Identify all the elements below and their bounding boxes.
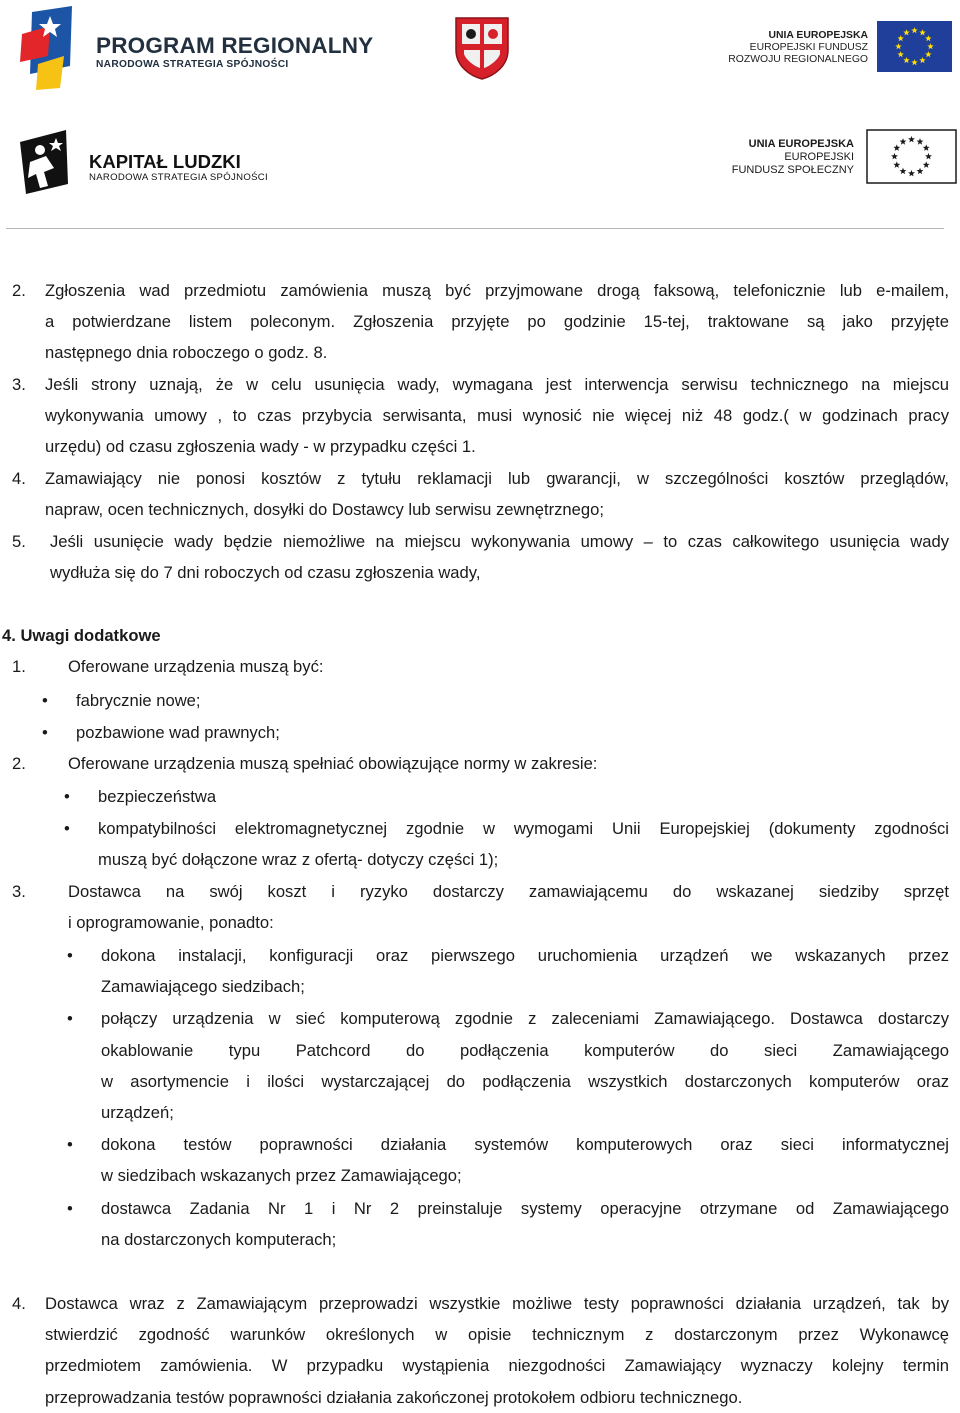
eu-flag-outline-icon — [866, 129, 957, 184]
text-line: napraw, ocen technicznych, dosyłki do Dostawcy lub serwisu zewnętrznego; — [45, 500, 604, 520]
bullet-text: dokona testów poprawności działania systemów komputerowych oraz sieci informatycznej — [101, 1135, 949, 1155]
bullet-text: pozbawione wad prawnych; — [76, 723, 280, 743]
bullet-icon: • — [42, 691, 48, 710]
bullet-text: kompatybilności elektromagnetycznej zgodnie w wymogami Unii Europejskiej (dokumenty zgodności — [98, 819, 949, 839]
bullet-icon: • — [67, 1009, 73, 1029]
item-number: 5. — [12, 532, 26, 551]
remarks-item-1-bullets — [42, 685, 942, 748]
program-regionalny-logo-text — [96, 34, 373, 72]
text-line: przeprowadzania testów poprawności działania zakończonej protokołem odbioru technicznego. — [45, 1387, 743, 1407]
bullet-item — [64, 781, 949, 812]
kapital-ludzki-logo-mark — [16, 128, 70, 196]
text-line: a potwierdzane listem poleconym. Zgłoszenia przyjęte po godzinie 15-tej, traktowane są jako przyjęte — [45, 312, 949, 332]
remarks-heading-block — [2, 620, 942, 651]
text-line: Zamawiający nie ponosi kosztów z tytułu reklamacji lub gwarancji, w szczególności kosztów przeglądów, — [45, 469, 949, 488]
text-line: Oferowane urządzenia muszą spełniać obowiązujące normy w zakresie: — [68, 754, 598, 773]
item-number: 4. — [12, 469, 26, 488]
text-line: Dostawca na swój koszt i ryzyko dostarczy zamawiającemu do wskazanej siedziby sprzęt — [68, 882, 949, 901]
voivodeship-crest-icon — [454, 16, 510, 80]
bullet-item — [64, 813, 949, 875]
kapital-ludzki-logo-text — [89, 152, 268, 184]
text-line: wydłuża się do 7 dni roboczych od czasu zgłoszenia wady, — [50, 563, 481, 583]
section-heading: 4. Uwagi dodatkowe — [2, 626, 161, 645]
text-line: urzędu) od czasu zgłoszenia wady - w przypadku części 1. — [45, 437, 476, 457]
item-number: 1. — [12, 657, 26, 676]
ue-efrr-line2: EUROPEJSKI FUNDUSZ — [749, 42, 868, 53]
bullet-text: w asortymencie i ilości wystarczającej do podłączenia wszystkich dostarczonych komputerów oraz — [101, 1071, 949, 1091]
bullet-text: dostawca Zadania Nr 1 i Nr 2 preinstaluje systemy operacyjne otrzymane od Zamawiającego — [101, 1198, 949, 1218]
bullet-text: okablowanie typu Patchcord do podłączenia komputerów do sieci Zamawiającego — [101, 1040, 949, 1060]
bullet-icon: • — [64, 787, 70, 806]
bullet-text: w siedzibach wskazanych przez Zamawiającego; — [101, 1166, 462, 1186]
bullet-text: połączy urządzenia w sieć komputerową zgodnie z zaleceniami Zamawiającego. Dostawca dostarczy — [101, 1009, 949, 1029]
eu-flag-icon — [877, 21, 952, 72]
bullet-icon: • — [67, 1198, 73, 1218]
bullet-text: na dostarczonych komputerach; — [101, 1229, 337, 1249]
text-line: Zgłoszenia wad przedmiotu zamówienia muszą być przyjmowane drogą faksową, telefonicznie lub e-mailem, — [45, 281, 949, 300]
bullet-item — [67, 1193, 949, 1255]
bullet-text: muszą być dołączone wraz z ofertą- dotyczy części 1); — [98, 850, 499, 870]
remarks-item-2-bullets — [64, 781, 949, 876]
item-number: 2. — [12, 281, 26, 300]
bullet-item — [42, 685, 942, 716]
item-number: 3. — [12, 375, 26, 394]
bullet-icon: • — [64, 819, 70, 839]
remarks-item-2 — [12, 748, 949, 779]
bullet-text: Zamawiającego siedzibach; — [101, 977, 305, 997]
bullet-text: urządzeń; — [101, 1103, 174, 1123]
program-regionalny-logo-mark — [20, 4, 78, 90]
item-number: 3. — [12, 882, 26, 901]
remarks-item-3-bullets — [67, 940, 949, 1255]
warranty-item-4 — [12, 463, 949, 525]
bullet-item — [67, 1129, 949, 1191]
item-number: 4. — [12, 1294, 26, 1313]
text-line: następnego dnia roboczego o godz. 8. — [45, 343, 328, 363]
header-divider — [6, 228, 944, 229]
text-line: wykonywania umowy , to czas przybycia serwisanta, musi wynosić nie więcej niż 48 godz.( w godzinach pracy — [45, 406, 949, 426]
program-regionalny-subtitle: NARODOWA STRATEGIA SPÓJNOŚCI — [96, 59, 289, 70]
warranty-item-5 — [12, 526, 949, 588]
bullet-icon: • — [67, 946, 73, 965]
text-line: Dostawca wraz z Zamawiającym przeprowadzi wszystkie możliwe testy poprawności działania urządzeń, tak by — [45, 1294, 949, 1313]
ue-efs-logo-text — [732, 138, 854, 177]
ue-efs-line3: FUNDUSZ SPOŁECZNY — [731, 164, 854, 176]
kapital-ludzki-subtitle: NARODOWA STRATEGIA SPÓJNOŚCI — [89, 172, 268, 183]
remarks-item-3 — [12, 876, 949, 938]
program-regionalny-title: PROGRAM REGIONALNY — [96, 33, 374, 58]
ue-efrr-logo-text — [728, 30, 868, 66]
ue-efs-line2: EUROPEJSKI — [784, 151, 854, 163]
remarks-item-1 — [12, 651, 949, 682]
item-number: 2. — [12, 754, 26, 773]
bullet-item — [67, 1003, 949, 1128]
bullet-text: bezpieczeństwa — [98, 787, 217, 806]
text-line: Jeśli usunięcie wady będzie niemożliwe na miejscu wykonywania umowy – to czas całkowitego usunięcia wady — [50, 532, 949, 551]
warranty-item-2 — [12, 275, 949, 369]
remarks-item-4 — [12, 1288, 949, 1413]
kapital-ludzki-title: KAPITAŁ LUDZKI — [89, 151, 241, 172]
bullet-icon: • — [42, 723, 48, 743]
bullet-item — [67, 940, 949, 1002]
bullet-icon: • — [67, 1135, 73, 1155]
bullet-item — [42, 717, 942, 748]
bullet-text: dokona instalacji, konfiguracji oraz pierwszego uruchomienia urządzeń we wskazanych przez — [101, 946, 949, 965]
text-line: przedmiotem zamówienia. W przypadku wystąpienia niezgodności Zamawiający wyznaczy kolejny termin — [45, 1356, 949, 1376]
ue-efrr-line3: ROZWOJU REGIONALNEGO — [728, 54, 868, 65]
text-line: Oferowane urządzenia muszą być: — [68, 657, 324, 676]
ue-efs-line1: UNIA EUROPEJSKA — [748, 138, 854, 150]
text-line: Jeśli strony uznają, że w celu usunięcia wady, wymagana jest interwencja serwisu technicznego na miejscu — [45, 375, 949, 394]
ue-efrr-line1: UNIA EUROPEJSKA — [768, 30, 868, 41]
text-line: i oprogramowanie, ponadto: — [68, 913, 274, 933]
bullet-text: fabrycznie nowe; — [76, 691, 201, 710]
text-line: stwierdzić zgodność warunków określonych w opisie technicznym z dostarczonym przez Wykonawcę — [45, 1325, 949, 1345]
warranty-item-3 — [12, 369, 949, 463]
